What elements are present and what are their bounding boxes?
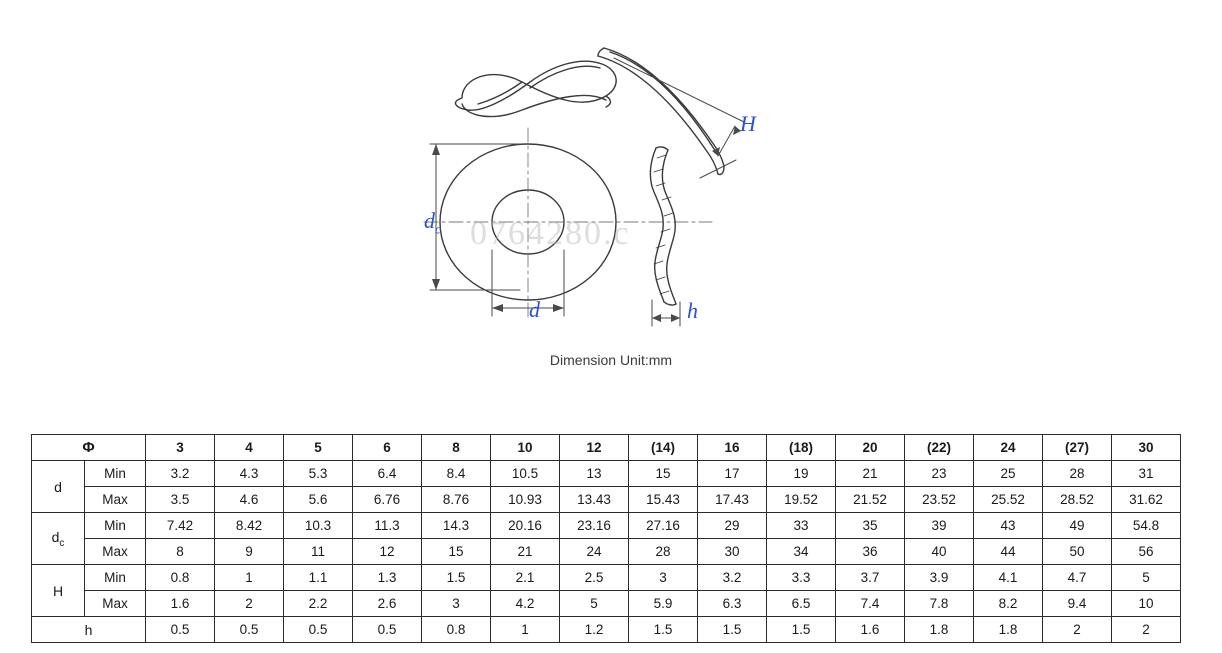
cell-H-Max-5: 4.2 — [491, 591, 560, 617]
dimension-table — [31, 434, 1181, 643]
cell-H-Min-3: 1.3 — [353, 565, 422, 591]
cell-d-Max-2: 5.6 — [284, 487, 353, 513]
cell-H-Max-9: 6.5 — [767, 591, 836, 617]
cell-dc-Min-13: 49 — [1043, 513, 1112, 539]
cell-H-Max-0: 1.6 — [146, 591, 215, 617]
table-row — [32, 591, 1181, 617]
cell-dc-Max-5: 21 — [491, 539, 560, 565]
cell-dc-Min-12: 43 — [974, 513, 1043, 539]
row-label-H: H — [32, 565, 85, 617]
cell-d-Min-5: 10.5 — [491, 461, 560, 487]
cell-dc-Max-1: 9 — [215, 539, 284, 565]
cell-d-Max-13: 28.52 — [1043, 487, 1112, 513]
cell-d-Max-1: 4.6 — [215, 487, 284, 513]
cell-d-Min-13: 28 — [1043, 461, 1112, 487]
cell-H-Max-12: 8.2 — [974, 591, 1043, 617]
row-sublabel-d-Min: Min — [85, 461, 146, 487]
cell-dc-Min-0: 7.42 — [146, 513, 215, 539]
cell-dc-Min-8: 29 — [698, 513, 767, 539]
cell-h-8: 1.5 — [698, 617, 767, 643]
header-size-0: 3 — [146, 435, 215, 461]
cell-h-4: 0.8 — [422, 617, 491, 643]
cell-d-Min-12: 25 — [974, 461, 1043, 487]
cell-d-Min-11: 23 — [905, 461, 974, 487]
table-row — [32, 565, 1181, 591]
cell-dc-Max-0: 8 — [146, 539, 215, 565]
cell-h-2: 0.5 — [284, 617, 353, 643]
cell-d-Max-11: 23.52 — [905, 487, 974, 513]
header-size-14: 30 — [1112, 435, 1181, 461]
cell-d-Max-12: 25.52 — [974, 487, 1043, 513]
watermark-text: 0764280.c — [470, 215, 631, 252]
row-sublabel-d-Max: Max — [85, 487, 146, 513]
cell-H-Max-2: 2.2 — [284, 591, 353, 617]
cell-dc-Min-11: 39 — [905, 513, 974, 539]
cell-d-Min-6: 13 — [560, 461, 629, 487]
cell-dc-Max-6: 24 — [560, 539, 629, 565]
cell-h-9: 1.5 — [767, 617, 836, 643]
cell-H-Max-11: 7.8 — [905, 591, 974, 617]
header-size-12: 24 — [974, 435, 1043, 461]
cell-d-Max-4: 8.76 — [422, 487, 491, 513]
header-size-6: 12 — [560, 435, 629, 461]
cell-dc-Max-14: 56 — [1112, 539, 1181, 565]
cell-d-Min-7: 15 — [629, 461, 698, 487]
header-size-10: 20 — [836, 435, 905, 461]
label-h: h — [687, 298, 698, 323]
cell-H-Min-13: 4.7 — [1043, 565, 1112, 591]
header-size-2: 5 — [284, 435, 353, 461]
cell-d-Max-8: 17.43 — [698, 487, 767, 513]
cell-H-Max-8: 6.3 — [698, 591, 767, 617]
cell-dc-Max-2: 11 — [284, 539, 353, 565]
row-sublabel-H-Max: Max — [85, 591, 146, 617]
cell-dc-Min-10: 35 — [836, 513, 905, 539]
cell-h-3: 0.5 — [353, 617, 422, 643]
table-row — [32, 617, 1181, 643]
cell-d-Min-2: 5.3 — [284, 461, 353, 487]
cell-d-Min-1: 4.3 — [215, 461, 284, 487]
cell-dc-Min-7: 27.16 — [629, 513, 698, 539]
cell-H-Min-14: 5 — [1112, 565, 1181, 591]
cell-H-Min-7: 3 — [629, 565, 698, 591]
header-size-7: (14) — [629, 435, 698, 461]
cell-dc-Max-13: 50 — [1043, 539, 1112, 565]
cell-H-Max-6: 5 — [560, 591, 629, 617]
cell-H-Min-11: 3.9 — [905, 565, 974, 591]
cell-h-13: 2 — [1043, 617, 1112, 643]
header-size-5: 10 — [491, 435, 560, 461]
table-row — [32, 513, 1181, 539]
cell-H-Min-8: 3.2 — [698, 565, 767, 591]
cell-dc-Max-4: 15 — [422, 539, 491, 565]
cell-H-Min-1: 1 — [215, 565, 284, 591]
header-size-8: 16 — [698, 435, 767, 461]
row-sublabel-dc-Min: Min — [85, 513, 146, 539]
table-header-row — [32, 435, 1181, 461]
table-row — [32, 461, 1181, 487]
cell-H-Max-10: 7.4 — [836, 591, 905, 617]
cell-h-0: 0.5 — [146, 617, 215, 643]
cell-H-Min-2: 1.1 — [284, 565, 353, 591]
cell-h-10: 1.6 — [836, 617, 905, 643]
cell-H-Min-6: 2.5 — [560, 565, 629, 591]
cell-d-Max-9: 19.52 — [767, 487, 836, 513]
cell-H-Min-4: 1.5 — [422, 565, 491, 591]
label-dc: $d_c$ — [424, 208, 442, 238]
cell-H-Max-4: 3 — [422, 591, 491, 617]
cell-d-Max-10: 21.52 — [836, 487, 905, 513]
cell-d-Max-0: 3.5 — [146, 487, 215, 513]
cell-d-Min-8: 17 — [698, 461, 767, 487]
cell-d-Max-5: 10.93 — [491, 487, 560, 513]
cell-H-Max-3: 2.6 — [353, 591, 422, 617]
header-phi: Φ — [32, 435, 146, 461]
header-size-3: 6 — [353, 435, 422, 461]
cell-H-Min-9: 3.3 — [767, 565, 836, 591]
cell-dc-Max-10: 36 — [836, 539, 905, 565]
cell-d-Max-3: 6.76 — [353, 487, 422, 513]
cell-H-Max-13: 9.4 — [1043, 591, 1112, 617]
header-size-1: 4 — [215, 435, 284, 461]
cell-d-Min-10: 21 — [836, 461, 905, 487]
header-size-9: (18) — [767, 435, 836, 461]
cell-h-7: 1.5 — [629, 617, 698, 643]
cell-d-Min-14: 31 — [1112, 461, 1181, 487]
cell-d-Min-3: 6.4 — [353, 461, 422, 487]
cell-h-14: 2 — [1112, 617, 1181, 643]
cell-H-Min-12: 4.1 — [974, 565, 1043, 591]
cell-H-Min-10: 3.7 — [836, 565, 905, 591]
label-H: H — [740, 111, 756, 136]
cell-h-11: 1.8 — [905, 617, 974, 643]
cell-d-Min-0: 3.2 — [146, 461, 215, 487]
cell-d-Min-4: 8.4 — [422, 461, 491, 487]
cell-dc-Min-5: 20.16 — [491, 513, 560, 539]
cell-H-Min-0: 0.8 — [146, 565, 215, 591]
cell-dc-Max-7: 28 — [629, 539, 698, 565]
cell-dc-Min-3: 11.3 — [353, 513, 422, 539]
cell-d-Max-7: 15.43 — [629, 487, 698, 513]
header-size-11: (22) — [905, 435, 974, 461]
cell-H-Max-7: 5.9 — [629, 591, 698, 617]
cell-dc-Max-8: 30 — [698, 539, 767, 565]
row-label-h: h — [32, 617, 146, 643]
cell-h-6: 1.2 — [560, 617, 629, 643]
wave-washer-perspective-view — [455, 61, 616, 116]
cell-dc-Min-4: 14.3 — [422, 513, 491, 539]
table-row — [32, 539, 1181, 565]
row-sublabel-dc-Max: Max — [85, 539, 146, 565]
cell-h-12: 1.8 — [974, 617, 1043, 643]
cell-dc-Min-2: 10.3 — [284, 513, 353, 539]
cell-dc-Min-14: 54.8 — [1112, 513, 1181, 539]
cell-dc-Max-12: 44 — [974, 539, 1043, 565]
cell-dc-Max-11: 40 — [905, 539, 974, 565]
washer-side-section-view — [650, 147, 676, 305]
cell-dc-Min-1: 8.42 — [215, 513, 284, 539]
cell-h-5: 1 — [491, 617, 560, 643]
cell-H-Max-1: 2 — [215, 591, 284, 617]
cell-dc-Min-9: 33 — [767, 513, 836, 539]
cell-d-Max-6: 13.43 — [560, 487, 629, 513]
washer-side-profile-upper — [598, 48, 724, 175]
row-label-d: d — [32, 461, 85, 513]
cell-dc-Max-9: 34 — [767, 539, 836, 565]
cell-d-Max-14: 31.62 — [1112, 487, 1181, 513]
cell-d-Min-9: 19 — [767, 461, 836, 487]
cell-dc-Max-3: 12 — [353, 539, 422, 565]
header-size-4: 8 — [422, 435, 491, 461]
header-size-13: (27) — [1043, 435, 1112, 461]
cell-h-1: 0.5 — [215, 617, 284, 643]
cell-dc-Min-6: 23.16 — [560, 513, 629, 539]
table-row — [32, 487, 1181, 513]
row-sublabel-H-Min: Min — [85, 565, 146, 591]
label-d: d — [529, 297, 540, 322]
dimension-unit-caption: Dimension Unit:mm — [549, 352, 673, 368]
cell-H-Min-5: 2.1 — [491, 565, 560, 591]
row-label-dc: $d_c$ — [32, 513, 85, 565]
cell-H-Max-14: 10 — [1112, 591, 1181, 617]
